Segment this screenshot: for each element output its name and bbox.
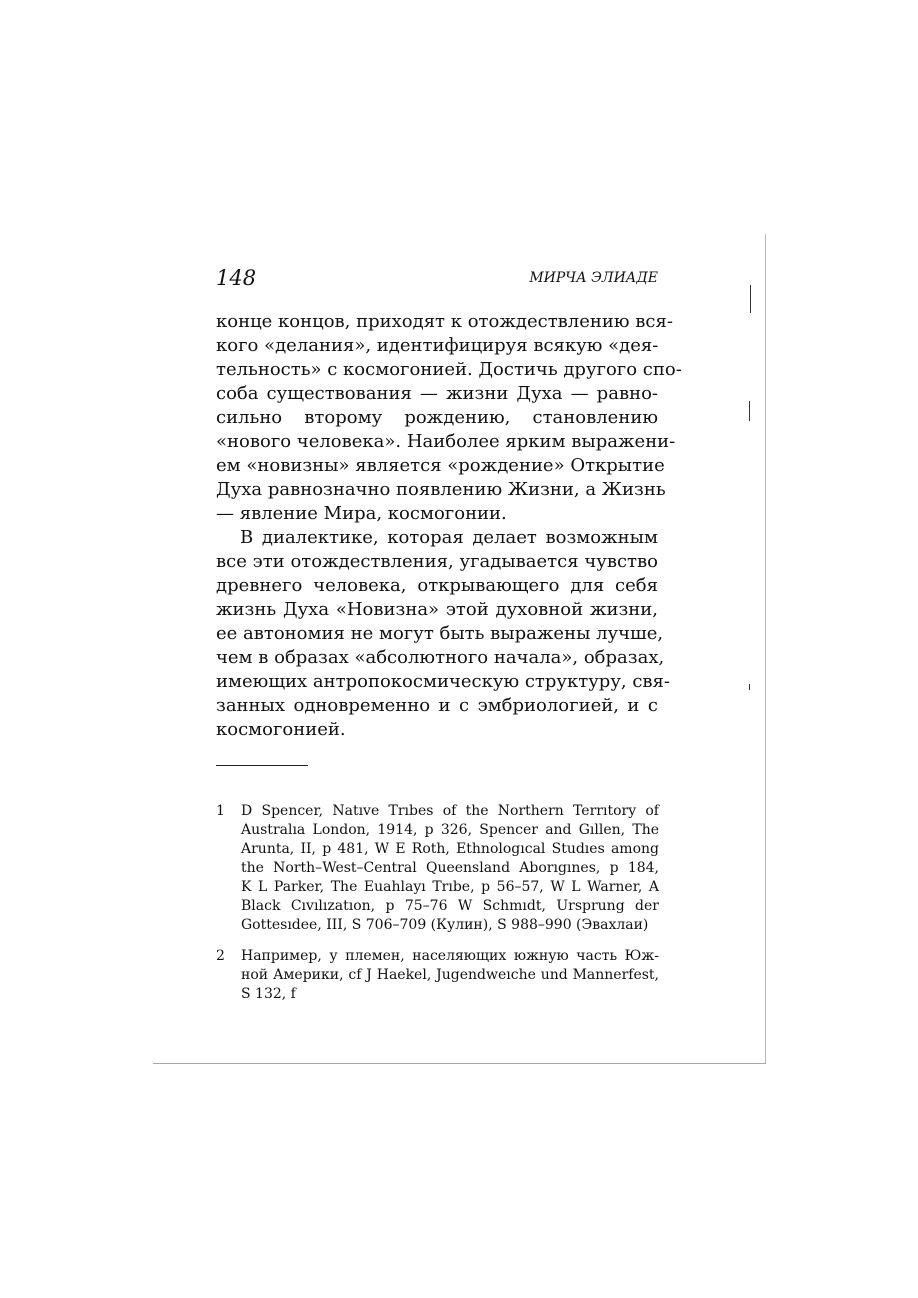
footnote-line: Например, у племен, населяющих южную часть Юж- [241, 948, 659, 964]
footnote-marker: 1 [216, 803, 225, 819]
footnote-line: ной Америки, cf J Haekel, Jugendweıche und Mannerfest, [241, 967, 659, 983]
footnote-2 [216, 947, 659, 1004]
body-line: тельность» с космогонией. Достичь другого спо- [216, 359, 682, 380]
footnote-line: Black Cıvılızatıon, p 75–76 W Schmıdt, Ursprung der [241, 898, 659, 914]
body-line: кого «делания», идентифицируя всякую «дея- [216, 335, 659, 356]
footnote-line: S 132, f [241, 986, 296, 1002]
margin-mark [750, 285, 751, 313]
footnote-1 [216, 802, 659, 935]
body-line: — явление Мира, космогонии. [216, 503, 507, 524]
footnote-text [241, 947, 659, 1004]
body-line: Духа равнозначно появлению Жизни, а Жизнь [216, 479, 666, 500]
body-line: ее автономия не могут быть выражены лучше, [216, 623, 664, 644]
body-line: имеющих антропокосмическую структуру, свя- [216, 671, 670, 692]
body-line: занных одновременно и с эмбриологией, и с [216, 695, 658, 716]
scan-edge-bottom [153, 1063, 766, 1064]
body-line: древнего человека, открывающего для себя [216, 575, 658, 596]
footnote-line: K L Parker, The Euahlayı Trıbe, p 56–57, W L Warner, A [241, 879, 659, 895]
footnote-rule [216, 765, 308, 766]
body-line: ем «новизны» является «рождение» Открытие [216, 455, 665, 476]
scan-edge-right [765, 234, 766, 1064]
body-line: чем в образах «абсолютного начала», образах, [216, 647, 665, 668]
body-text [216, 310, 682, 742]
body-line: сильно второму рождению, становлению [216, 407, 658, 428]
body-line: жизнь Духа «Новизна» этой духовной жизни, [216, 599, 658, 620]
body-line: конце концов, приходят к отождествлению вся- [216, 311, 673, 332]
footnote-line: D Spencer, Natıve Trıbes of the Northern Terrıtory of [241, 803, 659, 819]
body-line: все эти отождествления, угадывается чувство [216, 551, 658, 572]
body-line: космогонией. [216, 719, 346, 740]
footnote-line: Arunta, II, p 481, W E Roth, Ethnologıcal Studıes among [241, 841, 659, 857]
footnote-text [241, 802, 659, 935]
running-head: МИРЧА ЭЛИАДЕ [529, 270, 658, 286]
body-line: соба существования — жизни Духа — равно- [216, 383, 658, 404]
footnote-line: Gottesıdee, III, S 706–709 (Кулин), S 988–990 (Эвахлаи) [241, 917, 649, 933]
footnotes [216, 802, 659, 1016]
body-line: В диалектике, которая делает возможным [240, 527, 658, 548]
footnote-line: Australıa London, 1914, p 326, Spencer and Gıllen, The [241, 822, 659, 838]
footnote-line: the North–West–Central Queensland Aborıgınes, p 184, [241, 860, 659, 876]
page-number: 148 [216, 266, 257, 290]
margin-mark [749, 401, 750, 421]
body-line: «нового человека». Наиболее ярким выражени- [216, 431, 676, 452]
margin-mark [749, 684, 750, 690]
footnote-marker: 2 [216, 948, 225, 964]
